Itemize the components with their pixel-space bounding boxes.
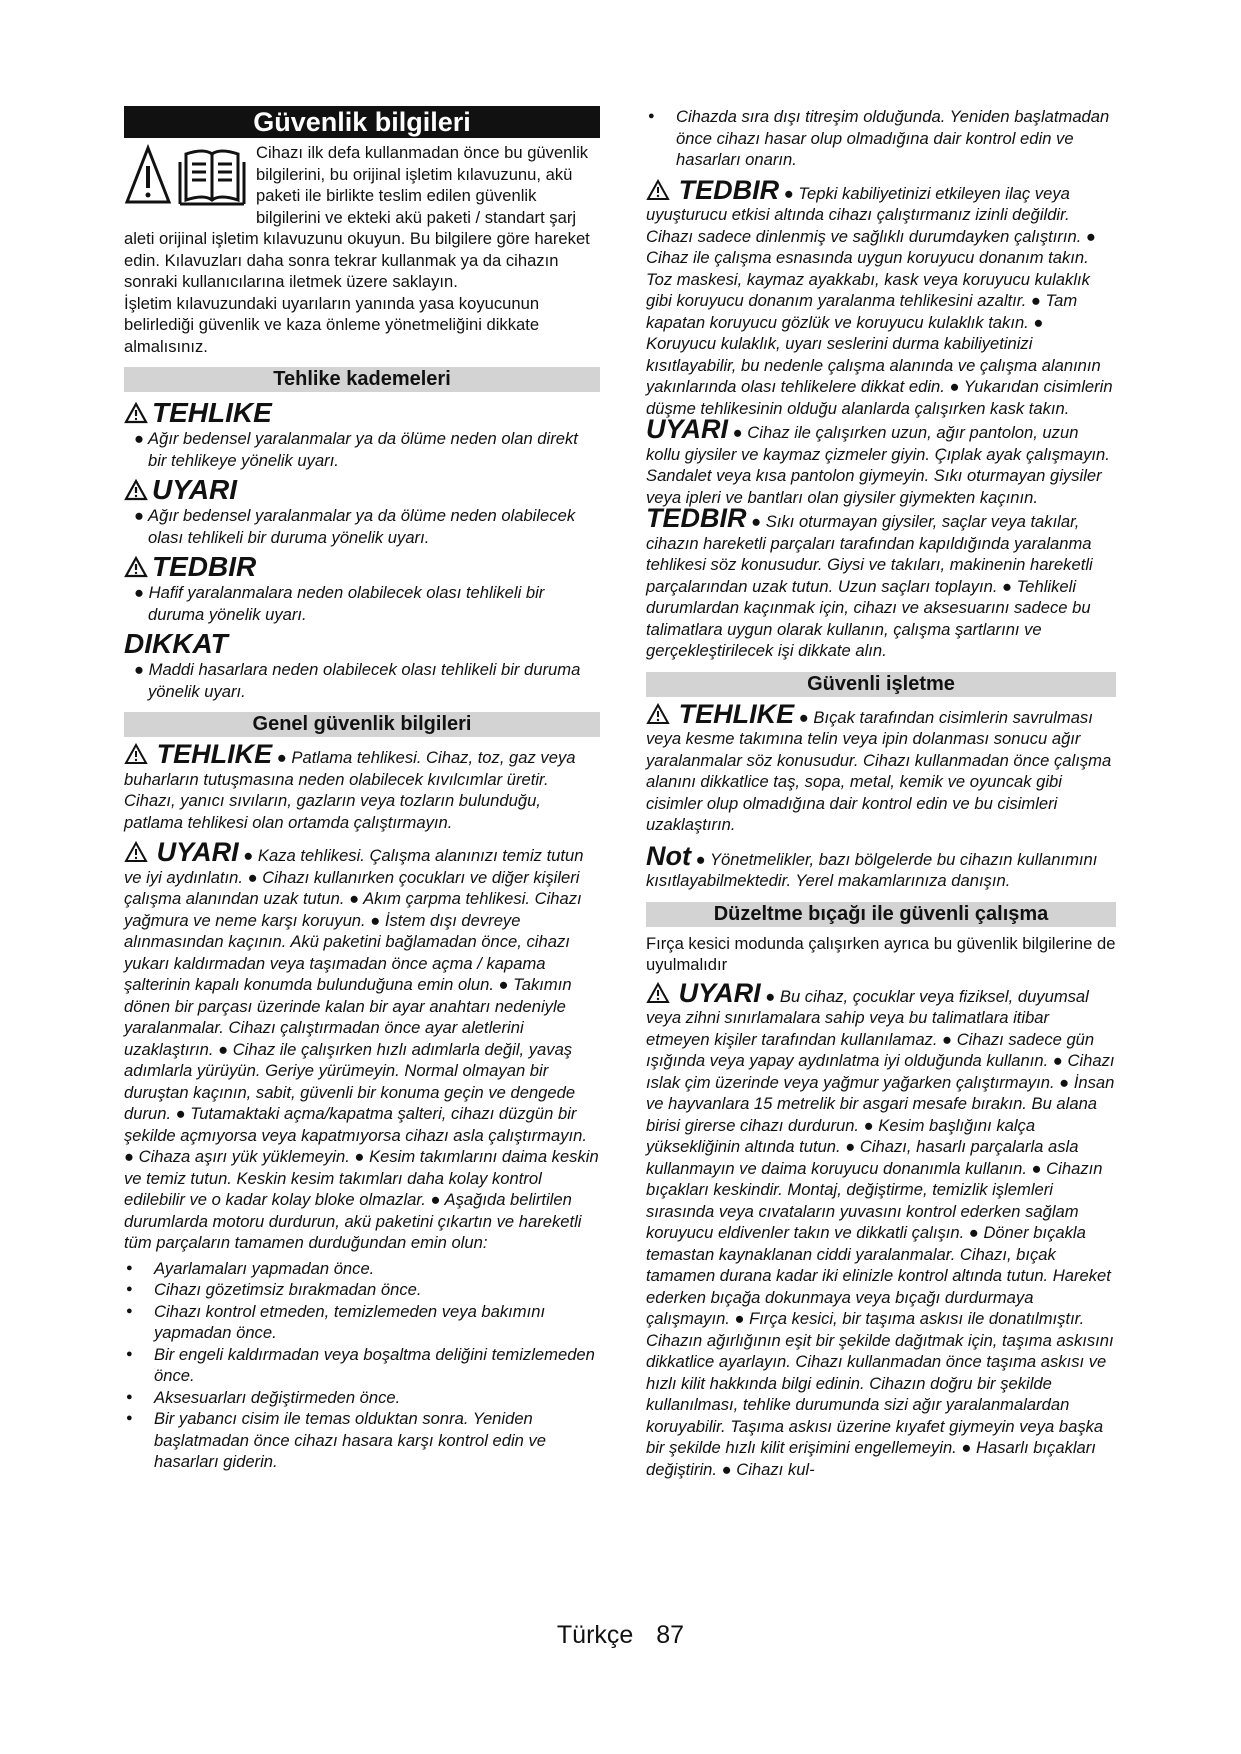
list-item: ● Ayarlamaları yapmadan önce. <box>124 1258 600 1280</box>
general-uyari-keyword: UYARI <box>156 837 239 867</box>
not-text: ● Yönetmelikler, bazı bölgelerde bu cihazın kullanımını kısıtlayabilmektedir. Yerel makamlarınıza danışın. <box>646 849 1098 890</box>
intro-text-2: İşletim kılavuzundaki uyarıların yanında yasa koyucunun belirlediği güvenlik ve kaza önleme yönetmeliğini dikkate almalısınız. <box>124 293 540 356</box>
list-item: ● Cihazda sıra dışı titreşim olduğunda. Yeniden başlatmadan önce cihazı hasar olup olmadığına dair kontrol edin ve hasarları onarın. <box>646 106 1116 171</box>
hazard-levels-heading: Tehlike kademeleri <box>124 367 600 392</box>
level-tehlike-text: ● Ağır bedensel yaralanmalar ya da ölüme neden olan direkt bir tehlikeye yönelik uyarı. <box>134 429 578 470</box>
tedbir2-keyword: TEDBIR <box>646 503 747 533</box>
level-tedbir: TEDBIR <box>124 552 600 582</box>
list-item: ● Cihazı gözetimsiz bırakmadan önce. <box>124 1279 600 1301</box>
level-uyari: UYARI <box>124 475 600 505</box>
level-dikkat: DIKKAT <box>124 628 228 659</box>
tedbir-keyword: TEDBIR <box>678 174 780 205</box>
general-uyari-paragraph <box>124 837 600 1254</box>
warning-triangle-icon <box>124 479 148 501</box>
page-footer <box>0 1621 1241 1650</box>
general-tehlike-paragraph <box>124 739 600 833</box>
page-number: 87 <box>656 1621 685 1649</box>
footer-language: Türkçe <box>556 1621 634 1649</box>
warning-triangle-icon <box>124 556 148 578</box>
not-paragraph <box>646 840 1116 892</box>
blade-uyari-keyword: UYARI <box>678 977 761 1008</box>
list-item: ● Aksesuarları değiştirmeden önce. <box>124 1387 600 1409</box>
stop-conditions-list <box>124 1258 600 1473</box>
list-item: ● Bir engeli kaldırmadan veya boşaltma deliğini temizlemeden önce. <box>124 1344 600 1387</box>
not-keyword: Not <box>646 840 691 871</box>
intro-icons <box>124 142 250 210</box>
general-uyari-text: ● Kaza tehlikesi. Çalışma alanınızı temiz tutun ve iyi aydınlatın. ● Cihazı kullanırken çocukları ve diğer kişileri çalışma alanından uzak tutun. ● Akım çarpma tehlikesi. Cihazı yağmura ve neme karşı koruyun. ● İstem dışı devreye alınmasından kaçının. Akü paketini bağlamadan önce, cihazı yukarı kaldırmadan veya taşımadan önce açma / kapama şalterinin kapalı konumda bulunduğuna emin olun. ● Takımın dönen bir parçası üzerinde kalan bir ayar anahtarı nedeniyle yaralanmalar. Cihazı çalıştırmadan önce ayar aletlerini uzaklaştırın. ● Cihaz ile çalışırken hızlı adımlarla değil, yavaş adımlarla yürüyün. Geriye yürümeyin. Normal olmayan bir duruştan kaçının, sabit, güvenli bir konuma geçin ve dengede durun. ● Tutamaktaki açma/kapatma şalteri, cihazı düzgün bir şekilde açmıyorsa veya kapatmıyorsa cihazı asla çalıştırmayın. ● Cihaza aşırı yük yüklemeyin. ● Kesim takımlarını daima keskin ve temiz tutun. Keskin kesim takımları daha kolay kontrol edilebilir ve o kadar kolay bloke olmazlar. ● Aşağıda belirtilen durumlarda motoru durdurun, akü paketini çıkartın ve hareketli tüm parçaların tamamen durduğundan emin olun: <box>124 846 599 1252</box>
right-column <box>646 106 1116 1480</box>
level-uyari-text: ● Ağır bedensel yaralanmalar ya da ölüme neden olabilecek olası tehlikeli bir duruma yönelik uyarı. <box>134 506 576 547</box>
list-item: ● Cihazı kontrol etmeden, temizlemeden veya bakımını yapmadan önce. <box>124 1301 600 1344</box>
warning-triangle-icon <box>124 841 148 863</box>
safe-tehlike-text: ● Bıçak tarafından cisimlerin savrulması veya kesme takımına telin veya ipin dolanması sonucu ağır yaralanmalar söz konusudur. Cihazı kullanmadan önce çalışma alanını dikkatlice taş, sopa, metal, kemik ve oyuncak gibi cisimler olup olmadığına dair kontrol edin ve bu cisimleri uzaklaştırın. <box>646 707 1112 834</box>
uyari-text: ● Cihaz ile çalışırken uzun, ağır pantolon, uzun kollu giysiler ve kaymaz çizmeler giyin. Çıplak ayak çalışmayın. Sandalet veya kısa pantolon giymeyin. Sıkı oturmayan giysiler veya ipleri ve bantları olan giysiler giymekten kaçının. <box>646 423 1110 507</box>
warning-triangle-icon <box>124 402 148 424</box>
level-tehlike: TEHLIKE <box>124 398 600 428</box>
list-item: ● Bir yabancı cisim ile temas olduktan sonra. Yeniden başlatmadan önce cihazı hasara karşı kontrol edin ve hasarları giderin. <box>124 1408 600 1473</box>
level-dikkat-text: ● Maddi hasarlara neden olabilecek olası tehlikeli bir duruma yönelik uyarı. <box>134 660 581 701</box>
general-tehlike-keyword: TEHLIKE <box>156 739 273 769</box>
blade-intro: Fırça kesici modunda çalışırken ayrıca bu güvenlik bilgilerine de uyulmalıdır <box>646 933 1116 974</box>
general-tehlike-text: ● Patlama tehlikesi. Cihaz, toz, gaz veya buharların tutuşmasına neden olabilecek kıvılcımlar üretir. Cihazı, yanıcı sıvıların, gazların veya tozların bulunduğu, patlama tehlikesi olan ortamda çalıştırmayın. <box>124 748 576 832</box>
safe-tehlike-paragraph <box>646 698 1116 836</box>
intro-text: Cihazı ilk defa kullanmadan önce bu güvenlik bilgilerini, bu orijinal işletim kılavuzunu, akü paketi ile birlikte teslim edilen güvenlik bilgilerini ve ekteki akü paketi / standart şarj aleti orijinal işletim kılavuzunu okuyun. Bu bilgilere göre hareket edin. Kılavuzları daha sonra tekrar kullanmak ya da cihazın sonraki kullanıcılarına iletmek üzere saklayın. <box>124 143 590 291</box>
warning-triangle-icon <box>124 743 148 765</box>
uyari-keyword: UYARI <box>646 414 729 444</box>
warning-triangle-icon <box>646 179 670 201</box>
tedbir-text: ● Tepki kabiliyetinizi etkileyen ilaç veya uyuşturucu etkisi altında cihazı çalıştırmanız izinli değildir. Cihazı sadece dinlenmiş ve sağlıklı durumdayken çalıştırın. ● Cihaz ile çalışma esnasında uygun koruyucu donanım takın. Toz maskesi, kaymaz ayakkabı, kask veya koruyucu kulaklık gibi koruyucu donanım yaralanma tehlikesini azaltır. ● Tam kapatan koruyucu gözlük ve koruyucu kulaklık takın. ● Koruyucu kulaklık, uyarı seslerini durma kabiliyetinizi kısıtlayabilir, bu nedenle çalışma alanında ve çalışma alanının yakınlarında olası tehlikelere dikkat edin. ● Yukarıdan cisimlerin düşme tehlikesinin olduğu alanlarda çalışırken kask takın. <box>646 183 1113 418</box>
general-safety-heading: Genel güvenlik bilgileri <box>124 712 600 737</box>
warning-triangle-icon <box>646 982 670 1004</box>
intro-block <box>124 142 600 293</box>
tedbir-paragraph <box>646 174 1116 662</box>
level-tedbir-text: ● Hafif yaralanmalara neden olabilecek olası tehlikeli bir duruma yönelik uyarı. <box>134 583 545 624</box>
blade-uyari-paragraph <box>646 977 1116 1481</box>
left-column <box>124 106 600 1473</box>
warning-triangle-icon <box>646 703 670 725</box>
tedbir2-text: ● Sıkı oturmayan giysiler, saçlar veya takılar, cihazın hareketli parçaları tarafından kapıldığında yaralanma tehlikesi söz konusudur. Giysi ve takıları, makinenin hareketli parçalarından uzak tutun. Uzun saçları toplayın. ● Tehlikeli durumlardan kaçınmak için, cihazı ve aksesuarını sadece bu talimatlara uygun olarak kullanın, çalışma şartlarını ve gerçekleştirilecek işi dikkate alın. <box>646 512 1093 660</box>
stop-conditions-list-cont <box>646 106 1116 171</box>
page-title: Güvenlik bilgileri <box>124 106 600 138</box>
safe-operation-heading: Güvenli işletme <box>646 672 1116 697</box>
safe-tehlike-keyword: TEHLIKE <box>678 698 795 729</box>
warning-manual-icons <box>124 142 250 208</box>
blade-uyari-text: ● Bu cihaz, çocuklar veya fiziksel, duyumsal veya zihni sınırlamalara sahip veya bu talimatlara itibar etmeyen kişiler tarafından kullanılamaz. ● Cihazı sadece gün ışığında veya yapay aydınlatma iyi olduğunda kullanın. ● Cihazı ıslak çim üzerinde veya yağmur yağarken çalıştırmayın. ● İnsan ve hayvanlara 15 metrelik bir asgari mesafe bırakın. Bu alana birisi girerse cihazı durdurun. ● Kesim başlığını kalça yüksekliğinin altında tutun. ● Cihazı, hasarlı parçalarla asla kullanmayın ve daima koruyucu donanımla kullanın. ● Cihazın bıçakları keskindir. Montaj, değiştirme, temizlik işlemleri sırasında veya cıvataların yuvasını kontrol ederken sağlam koruyucu eldivenler takın ve dikkatli çalışın. ● Döner bıçakla temastan kaynaklanan ciddi yaralanmalar. Cihazı, bıçak tamamen durana kadar iki elinizle kontrol altında tutun. Hareket ederken bıçağa dokunmaya veya bıçağı durdurmaya çalışmayın. ● Fırça kesici, bir taşıma askısı ile donatılmıştır. Cihazın ağırlığının eşit bir şekilde dağıtmak için, taşıma askısını dikkatlice ayarlayın. Cihazı kullanmadan önce taşıma askısı ve hızlı kilit hakkında bilgi edinin. Cihazın doğru bir şekilde kullanılması, tehlike durumunda sizi ağır yaralanmalardan koruyabilir. Taşıma askısı üzerine kıyafet giymeyin veya başka bir şekilde hızlı kilit erişimini engellemeyin. ● Hasarlı bıçakları değiştirin. ● Cihazı kul- <box>646 986 1115 1479</box>
blade-safety-heading: Düzeltme bıçağı ile güvenli çalışma <box>646 902 1116 927</box>
